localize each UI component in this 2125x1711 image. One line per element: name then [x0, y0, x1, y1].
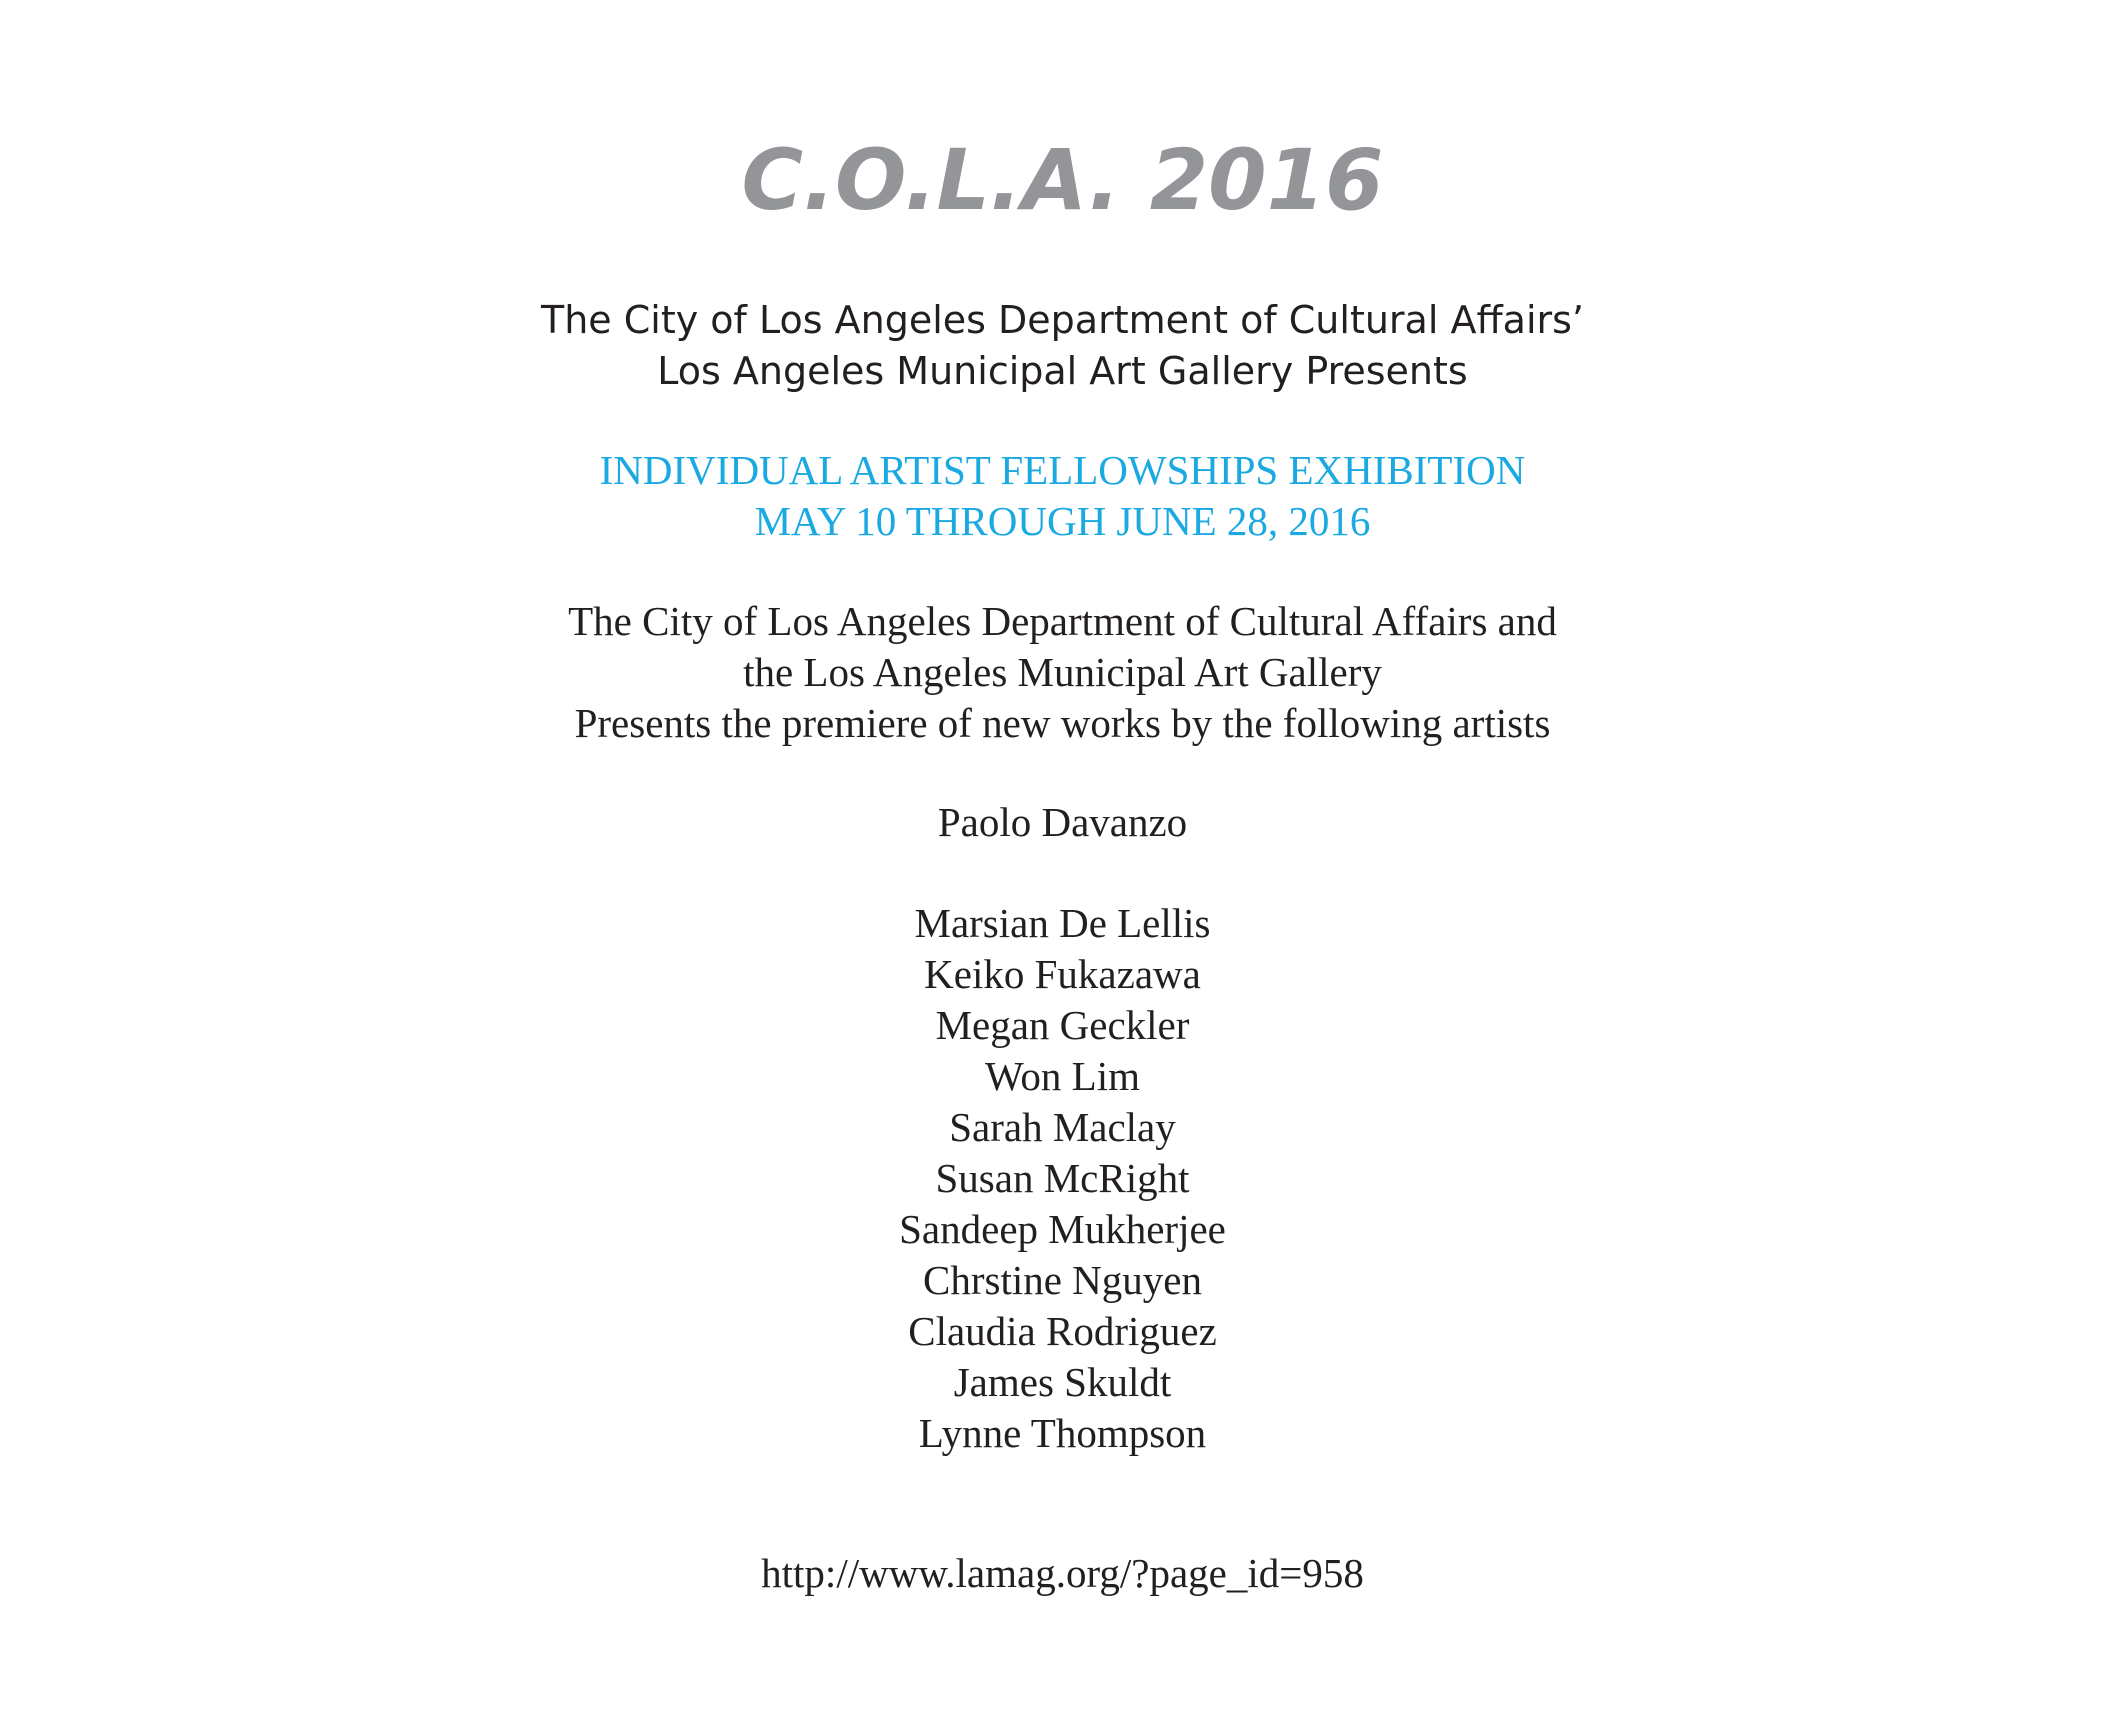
presenter-block — [0, 295, 2125, 397]
artist-name: Lynne Thompson — [918, 1410, 1207, 1456]
gallery-url-link[interactable]: http://www.lamag.org/?page_id=958 — [761, 1550, 1364, 1596]
intro-paragraph — [0, 596, 2125, 749]
page-title: C.O.L.A. 2016 — [741, 131, 1384, 229]
intro-line: the Los Angeles Municipal Art Gallery — [743, 649, 1382, 695]
artist-name: Marsian De Lellis — [914, 900, 1211, 946]
artist-name: Susan McRight — [935, 1155, 1190, 1201]
exhibition-name: INDIVIDUAL ARTIST FELLOWSHIPS EXHIBITION — [599, 447, 1526, 493]
exhibition-dates: MAY 10 THROUGH JUNE 28, 2016 — [754, 498, 1371, 544]
featured-artist: Paolo Davanzo — [937, 799, 1188, 845]
presenter-line: The City of Los Angeles Department of Cultural Affairs’ — [541, 298, 1584, 342]
intro-line: The City of Los Angeles Department of Cultural Affairs and — [568, 598, 1557, 644]
artist-name: Claudia Rodriguez — [908, 1308, 1217, 1354]
artist-name: Sarah Maclay — [949, 1104, 1176, 1150]
artist-name: Megan Geckler — [935, 1002, 1190, 1048]
artist-name: Keiko Fukazawa — [924, 951, 1201, 997]
intro-line: Presents the premiere of new works by the following artists — [574, 700, 1551, 746]
exhibition-heading — [0, 445, 2125, 547]
artist-name: Won Lim — [985, 1053, 1140, 1099]
artist-list — [0, 898, 2125, 1459]
artist-name: Chrstine Nguyen — [923, 1257, 1202, 1303]
presenter-line: Los Angeles Municipal Art Gallery Presents — [657, 349, 1468, 393]
artist-name: Sandeep Mukherjee — [899, 1206, 1226, 1252]
artist-name: James Skuldt — [953, 1359, 1172, 1405]
